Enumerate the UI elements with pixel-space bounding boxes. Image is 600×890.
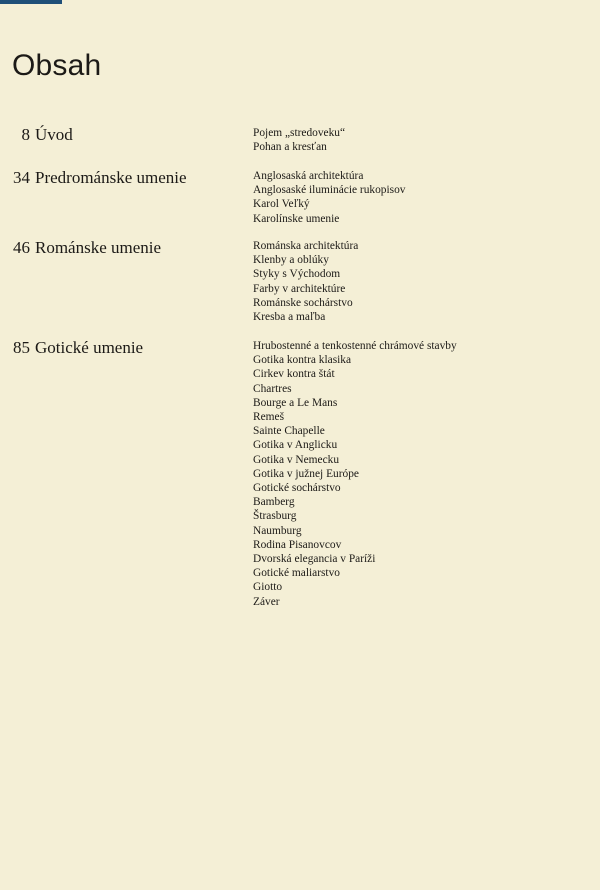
topic-item: Anglosaské iluminácie rukopisov bbox=[253, 184, 406, 197]
topic-item: Pohan a kresťan bbox=[253, 141, 327, 154]
section-page-number: 85 bbox=[13, 338, 30, 357]
section-heading[interactable] bbox=[0, 337, 230, 359]
topic-item: Bourge a Le Mans bbox=[253, 396, 338, 409]
topic-item: Gotické sochárstvo bbox=[253, 482, 341, 495]
topic-item: Hrubostenné a tenkostenné chrámové stavby bbox=[253, 340, 457, 352]
topic-item: Gotika v Nemecku bbox=[253, 453, 340, 466]
topic-item: Románske sochárstvo bbox=[253, 296, 353, 309]
section-page-number: 46 bbox=[13, 238, 30, 257]
topic-item: Anglosaská architektúra bbox=[253, 170, 364, 182]
topic-item: Karolínske umenie bbox=[253, 212, 340, 225]
topic-item: Gotika v Anglicku bbox=[253, 439, 338, 452]
topic-item: Štrasburg bbox=[253, 510, 297, 523]
topic-item: Naumburg bbox=[253, 524, 302, 537]
topic-item: Klenby a oblúky bbox=[253, 254, 329, 267]
section-page-number: 34 bbox=[13, 168, 30, 187]
section-title: Úvod bbox=[35, 125, 73, 144]
topic-item: Cirkev kontra štát bbox=[253, 368, 335, 381]
topic-item: Kresba a maľba bbox=[253, 311, 326, 324]
topic-item: Sainte Chapelle bbox=[253, 425, 325, 438]
topic-item: Záver bbox=[253, 595, 280, 608]
topic-item: Gotické maliarstvo bbox=[253, 567, 340, 580]
page-title: Obsah bbox=[12, 49, 102, 82]
topic-list bbox=[253, 126, 345, 154]
section-heading[interactable] bbox=[0, 124, 230, 146]
topic-item: Gotika kontra klasika bbox=[253, 354, 352, 367]
topic-item: Karol Veľký bbox=[253, 198, 310, 211]
topic-item: Bamberg bbox=[253, 496, 295, 509]
section-title: Predrománske umenie bbox=[35, 168, 187, 187]
corner-color-mark bbox=[0, 0, 62, 4]
topic-item: Farby v architektúre bbox=[253, 282, 346, 295]
topic-list bbox=[253, 239, 358, 324]
topic-item: Styky s Východom bbox=[253, 268, 341, 281]
topic-list bbox=[253, 169, 405, 226]
section-page-number: 8 bbox=[21, 125, 30, 144]
topic-item: Chartres bbox=[253, 382, 292, 395]
topic-item: Remeš bbox=[253, 411, 285, 424]
topic-item: Románska architektúra bbox=[253, 240, 359, 252]
section-heading[interactable] bbox=[0, 237, 230, 259]
topic-item: Giotto bbox=[253, 581, 283, 594]
topic-list bbox=[253, 339, 457, 609]
section-heading[interactable] bbox=[0, 167, 230, 189]
topic-item: Pojem „stredoveku“ bbox=[253, 127, 346, 139]
section-title: Románske umenie bbox=[35, 238, 162, 257]
topic-item: Gotika v južnej Európe bbox=[253, 467, 359, 480]
section-title: Gotické umenie bbox=[35, 338, 144, 357]
topic-item: Dvorská elegancia v Paríži bbox=[253, 553, 376, 566]
topic-item: Rodina Pisanovcov bbox=[253, 538, 342, 551]
